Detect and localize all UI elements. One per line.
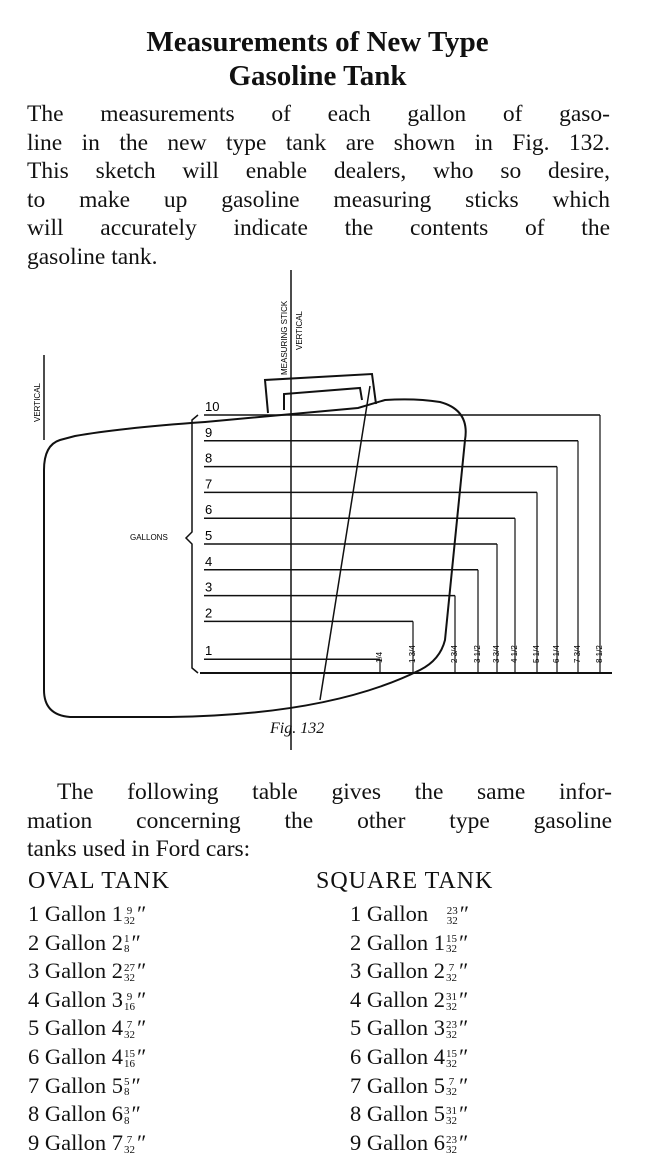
inch-mark: ″ [459, 1043, 469, 1069]
square-tank-row-whole: 5 [433, 1101, 445, 1127]
square-tank-row [350, 1043, 469, 1072]
oval-tank-row-fraction [124, 1020, 135, 1040]
gallons-label: GALLONS [130, 533, 168, 542]
fraction-numerator: 31 [446, 990, 457, 1003]
inch-mark: ″ [459, 1015, 469, 1041]
oval-tank-row-whole: 2 [111, 929, 123, 955]
intro-line: will accurately indicate the contents of the [27, 215, 610, 241]
oval-tank-row [28, 929, 146, 958]
square-tank-row-label: 8 Gallon [350, 1101, 429, 1127]
square-tank-row-whole: 5 [433, 1072, 445, 1098]
inch-mark: ″ [137, 1129, 147, 1155]
oval-tank-row-whole: 2 [111, 958, 123, 984]
oval-tank-row [28, 1100, 146, 1129]
oval-tank-row-whole: 5 [111, 1072, 123, 1098]
vertical-left-label: VERTICAL [33, 383, 42, 422]
dimension-label: 2 3/4 [450, 645, 459, 663]
oval-tank-row-whole: 7 [111, 1129, 123, 1155]
square-tank-row [350, 1072, 469, 1101]
fraction-denominator: 16 [124, 1057, 135, 1070]
oval-tank-row-label: 3 Gallon [28, 958, 107, 984]
gallon-mark-label: 1 [205, 643, 213, 659]
square-tank-row-whole: 4 [433, 1043, 445, 1069]
oval-tank-row-whole: 6 [111, 1101, 123, 1127]
square-tank-row-label: 1 Gallon [350, 901, 429, 926]
tank-outline [44, 399, 466, 717]
inch-mark: ″ [459, 986, 469, 1012]
square-tank-row [350, 1129, 469, 1158]
square-tank-row-fraction [446, 1135, 457, 1155]
page-title-line-1: Measurements of New Type [146, 26, 489, 58]
fraction-numerator: 7 [448, 1076, 455, 1089]
square-tank-heading: SQUARE TANK [316, 868, 494, 894]
oval-tank-row-whole: 4 [111, 1015, 123, 1041]
fraction-denominator: 32 [446, 1143, 457, 1156]
oval-tank-row [28, 957, 146, 986]
fraction-denominator: 32 [124, 1143, 135, 1156]
square-tank-row-fraction [447, 906, 458, 926]
fraction-denominator: 32 [446, 1086, 457, 1099]
dimension-label: 5 1/4 [532, 645, 541, 663]
inch-mark: ″ [137, 901, 147, 926]
inch-mark: ″ [131, 1072, 141, 1098]
fraction-denominator: 8 [124, 1115, 130, 1127]
oval-tank-row [28, 986, 146, 1015]
square-tank-row-fraction [446, 934, 457, 954]
inch-mark: ″ [459, 1072, 469, 1098]
square-tank-list [350, 900, 469, 1157]
fraction-denominator: 32 [446, 914, 458, 927]
fraction-denominator: 32 [446, 943, 457, 956]
fraction-numerator: 9 [126, 990, 133, 1003]
square-tank-row-whole: 3 [433, 1015, 445, 1041]
oval-tank-heading: OVAL TANK [28, 868, 170, 894]
square-tank-row-label: 6 Gallon [350, 1043, 429, 1069]
vertical-stick-label: VERTICAL [295, 311, 304, 350]
fraction-numerator: 31 [446, 1105, 457, 1117]
gallon-mark-label: 3 [205, 579, 213, 595]
square-tank-row-whole: 6 [433, 1129, 445, 1155]
square-tank-row-label: 2 Gallon [350, 929, 429, 955]
inch-mark: ″ [131, 1101, 141, 1127]
square-tank-row-fraction [446, 1020, 457, 1040]
square-tank-row [350, 957, 469, 986]
square-tank-row-label: 5 Gallon [350, 1015, 429, 1041]
gallon-mark-label: 9 [205, 424, 213, 440]
gallon-mark-label: 10 [205, 399, 220, 414]
square-tank-row-fraction [446, 1049, 457, 1069]
dimension-label: 3 3/4 [492, 645, 501, 663]
fraction-numerator: 7 [448, 962, 455, 975]
tank-drawing [0, 270, 649, 750]
square-tank-row-whole: 1 [433, 929, 445, 955]
fraction-denominator: 32 [124, 1029, 135, 1042]
fraction-denominator: 32 [446, 1057, 457, 1070]
square-tank-row [350, 1100, 469, 1129]
oval-tank-row-fraction [124, 906, 135, 926]
fraction-denominator: 32 [124, 914, 135, 927]
table-intro-paragraph [27, 778, 612, 864]
fraction-denominator: 16 [124, 1000, 135, 1013]
dimension-label: 1/4 [375, 651, 384, 663]
inch-mark: ″ [137, 958, 147, 984]
square-tank-row [350, 1014, 469, 1043]
dimension-label: 8 1/2 [595, 645, 604, 663]
gallon-mark-label: 7 [205, 476, 213, 492]
intro-line: gasoline tank. [27, 243, 158, 270]
tank-diagram [0, 270, 649, 750]
fraction-numerator: 15 [446, 933, 457, 946]
fraction-denominator: 8 [124, 943, 130, 956]
oval-tank-row-fraction [124, 963, 135, 983]
fraction-denominator: 32 [446, 972, 457, 985]
square-tank-row-fraction [446, 992, 457, 1012]
square-tank-row [350, 986, 469, 1015]
square-tank-row-label: 7 Gallon [350, 1072, 429, 1098]
fraction-numerator: 15 [446, 1047, 457, 1060]
fraction-numerator: 7 [126, 1019, 133, 1032]
dimension-label: 1 3/4 [408, 645, 417, 663]
table-intro-line: The following table gives the same infor- [57, 779, 612, 805]
oval-tank-row-label: 2 Gallon [28, 929, 107, 955]
intro-line: This sketch will enable dealers, who so desire, [27, 158, 610, 184]
fraction-numerator: 3 [124, 1105, 130, 1117]
oval-tank-row-label: 6 Gallon [28, 1043, 107, 1069]
inch-mark: ″ [137, 986, 147, 1012]
inch-mark: ″ [459, 929, 469, 955]
oval-tank-row [28, 1043, 146, 1072]
inch-mark: ″ [459, 1101, 469, 1127]
square-tank-row [350, 929, 469, 958]
fraction-numerator: 1 [124, 933, 130, 946]
oval-tank-row-label: 9 Gallon [28, 1129, 107, 1155]
gallon-mark-label: 6 [205, 502, 213, 518]
oval-tank-row-fraction [124, 1106, 130, 1126]
fraction-denominator: 32 [446, 1029, 457, 1042]
oval-tank-row-fraction [124, 1135, 135, 1155]
fraction-denominator: 32 [446, 1000, 457, 1013]
inch-mark: ″ [137, 1015, 147, 1041]
square-tank-row-label: 3 Gallon [350, 958, 429, 984]
dimension-label: 4 1/2 [510, 645, 519, 663]
intro-line: to make up gasoline measuring sticks which [27, 186, 610, 213]
oval-tank-row-label: 4 Gallon [28, 986, 107, 1012]
dimension-label: 3 1/2 [473, 645, 482, 663]
dimension-label: 7 3/4 [573, 645, 582, 663]
intro-paragraph [27, 100, 610, 271]
fraction-denominator: 32 [124, 972, 135, 985]
square-tank-row-fraction [446, 1077, 457, 1097]
inch-mark: ″ [131, 929, 141, 955]
measuring-stick-label: MEASURING STICK [280, 300, 289, 375]
intro-line: The measurements of each gallon of gaso- [27, 101, 610, 127]
oval-tank-row-whole: 1 [111, 901, 123, 926]
oval-tank-row [28, 900, 146, 929]
oval-tank-row-label: 7 Gallon [28, 1072, 107, 1098]
fraction-numerator: 23 [446, 1133, 457, 1146]
square-tank-row-fraction [446, 963, 457, 983]
oval-tank-row-fraction [124, 1049, 135, 1069]
square-tank-row-whole: 2 [433, 986, 445, 1012]
inch-mark: ″ [459, 1129, 469, 1155]
oval-tank-row-fraction [124, 934, 130, 954]
inch-mark: ″ [137, 1043, 147, 1069]
fraction-numerator: 7 [126, 1133, 133, 1146]
gallon-mark-label: 2 [205, 605, 213, 621]
inch-mark: ″ [459, 901, 470, 926]
fraction-denominator: 8 [124, 1086, 130, 1099]
square-tank-row [350, 900, 469, 929]
square-tank-row-label: 4 Gallon [350, 986, 429, 1012]
fraction-numerator: 23 [446, 1019, 457, 1032]
oval-tank-row-fraction [124, 992, 135, 1012]
table-intro-line: tanks used in Ford cars: [27, 836, 251, 862]
inch-mark: ″ [459, 958, 469, 984]
fraction-numerator: 23 [446, 904, 458, 917]
oval-tank-row [28, 1129, 146, 1158]
fraction-numerator: 5 [124, 1076, 130, 1089]
square-tank-row-label: 9 Gallon [350, 1129, 429, 1155]
oval-tank-row-fraction [124, 1077, 130, 1097]
oval-tank-row [28, 1014, 146, 1043]
intro-line: line in the new type tank are shown in Fig. 132. [27, 129, 610, 156]
dimension-label: 6 1/4 [552, 645, 561, 663]
fraction-numerator: 9 [126, 904, 133, 917]
table-intro-line: mation concerning the other type gasoline [27, 807, 612, 834]
page-title-line-2: Gasoline Tank [228, 60, 407, 92]
gallon-mark-label: 8 [205, 450, 213, 466]
fraction-denominator: 32 [446, 1115, 457, 1127]
oval-tank-list [28, 900, 146, 1157]
oval-tank-row-whole: 3 [111, 986, 123, 1012]
square-tank-row-fraction [446, 1106, 457, 1126]
figure-caption: Fig. 132 [270, 720, 325, 737]
oval-tank-row-label: 5 Gallon [28, 1015, 107, 1041]
oval-tank-row-whole: 4 [111, 1043, 123, 1069]
oval-tank-row [28, 1072, 146, 1101]
gallon-mark-label: 4 [205, 553, 213, 569]
gallon-mark-label: 5 [205, 528, 213, 543]
fraction-numerator: 15 [124, 1047, 135, 1060]
fraction-numerator: 27 [124, 962, 135, 975]
oval-tank-row-label: 1 Gallon [28, 901, 107, 926]
square-tank-row-whole: 2 [433, 958, 445, 984]
oval-tank-row-label: 8 Gallon [28, 1101, 107, 1127]
